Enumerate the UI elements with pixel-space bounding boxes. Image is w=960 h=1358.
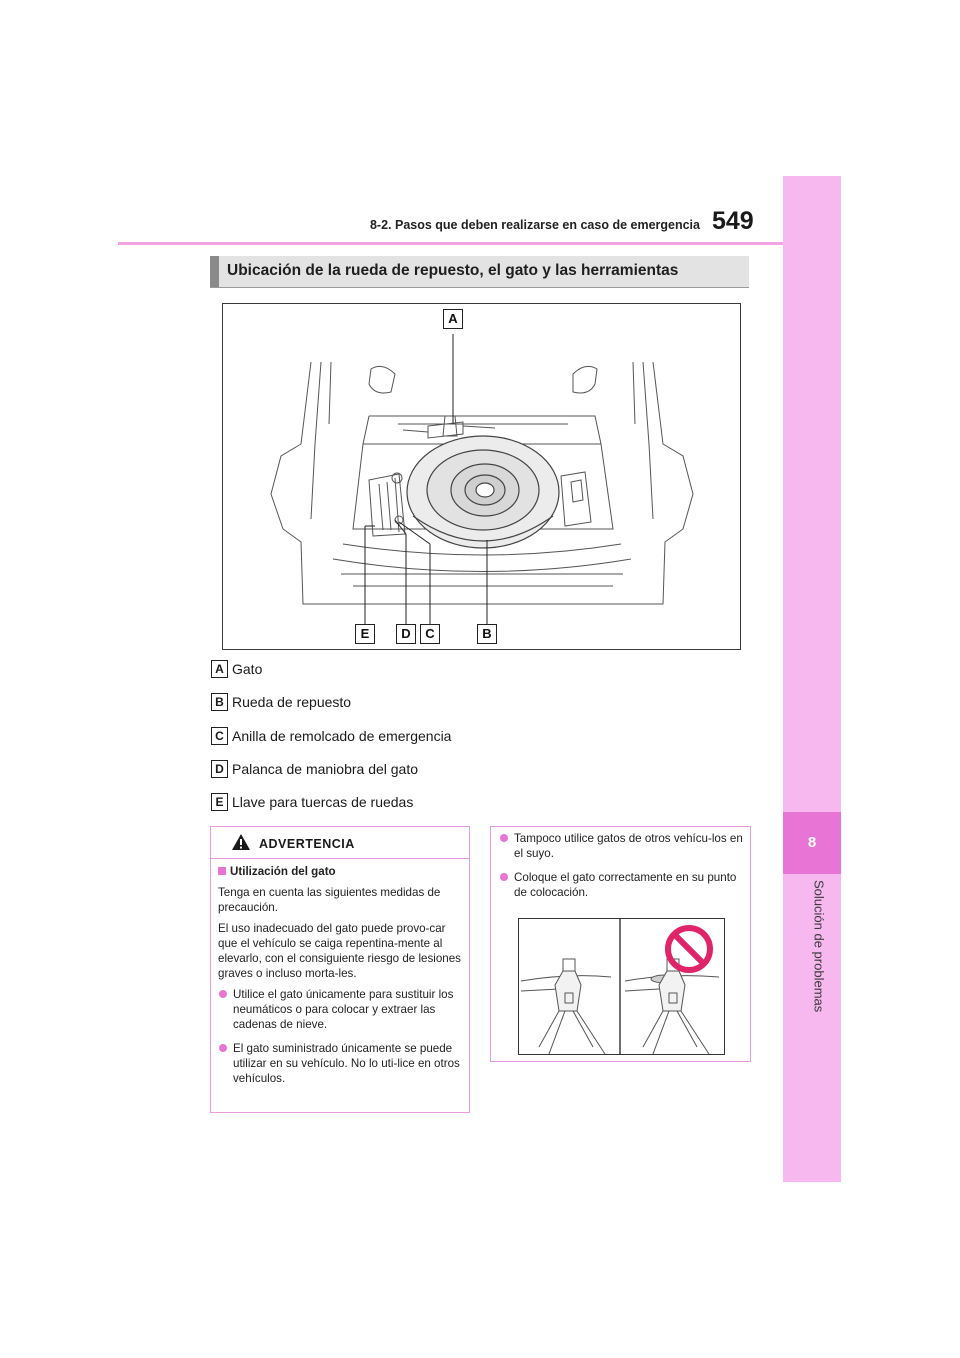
legend-label: Gato [232,661,263,677]
legend-key: D [211,760,228,778]
bullet-dot-icon [219,1044,227,1052]
warning-bullet [218,987,464,1032]
trunk-drawing [223,304,740,649]
header-rule [118,242,783,245]
warning-bullet-text: Coloque el gato correctamente en su punto de colocación. [514,871,737,899]
callout-d: D [396,624,416,644]
callout-c: C [420,624,440,644]
running-header-title: 8-2. Pasos que deben realizarse en caso de emergencia [369,218,700,232]
warning-continued-body [499,831,743,909]
warning-subheading-text: Utilización del gato [230,865,336,878]
section-heading-underline [210,287,749,288]
warning-paragraph: El uso inadecuado del gato puede provo-car que el vehículo se caiga repentina-mente al elevarlo, con el consiguiente riesgo de lesiones graves o incluso morta-les. [218,922,461,980]
warning-bullet-text: Tampoco utilice gatos de otros vehícu-los en el suyo. [514,832,743,860]
jack-placement-illustration [518,918,725,1055]
chapter-title-vertical [784,880,840,1030]
chapter-title: Solución de problemas [811,880,827,1013]
warning-bullet-text: Utilice el gato únicamente para sustituir los neumáticos o para colocar y extraer las cadenas de nieve. [233,988,454,1031]
legend-key: C [211,727,228,745]
jack-placement-drawing [519,919,724,1054]
callout-a: A [443,309,463,329]
warning-box [210,826,470,1113]
section-heading [210,256,749,287]
warning-bullet [499,870,743,900]
legend-label: Llave para tuercas de ruedas [232,794,414,810]
warning-body [218,864,464,1095]
legend-key: E [211,793,228,811]
page-number: 549 [712,207,754,235]
warning-header [211,827,469,859]
trunk-illustration [222,303,741,650]
legend-key: A [211,660,228,678]
callout-b: B [477,624,497,644]
legend-label: Anilla de remolcado de emergencia [232,728,452,744]
prohibited-icon [668,928,710,970]
callout-e: E [355,624,375,644]
chapter-side-tab [783,176,841,1182]
warning-title: ADVERTENCIA [259,837,355,851]
square-bullet-icon [218,867,226,875]
section-heading-bar [210,256,219,287]
chapter-number: 8 [783,812,841,874]
warning-bullet [218,1041,464,1086]
warning-paragraph: Tenga en cuenta las siguientes medidas de precaución. [218,886,441,914]
warning-bullet [499,831,743,861]
warning-box-continued [490,826,751,1062]
warning-bullet-text: El gato suministrado únicamente se puede utilizar en su vehículo. No lo uti-lice en otros vehículos. [233,1042,460,1085]
bullet-dot-icon [219,990,227,998]
warning-subheading [218,864,464,879]
bullet-dot-icon [500,873,508,881]
bullet-dot-icon [500,834,508,842]
section-heading-text: Ubicación de la rueda de repuesto, el gato y las herramientas [227,262,679,279]
legend-label: Rueda de repuesto [232,694,352,710]
warning-triangle-icon [231,833,251,851]
legend-key: B [211,693,228,711]
legend-label: Palanca de maniobra del gato [232,761,419,777]
